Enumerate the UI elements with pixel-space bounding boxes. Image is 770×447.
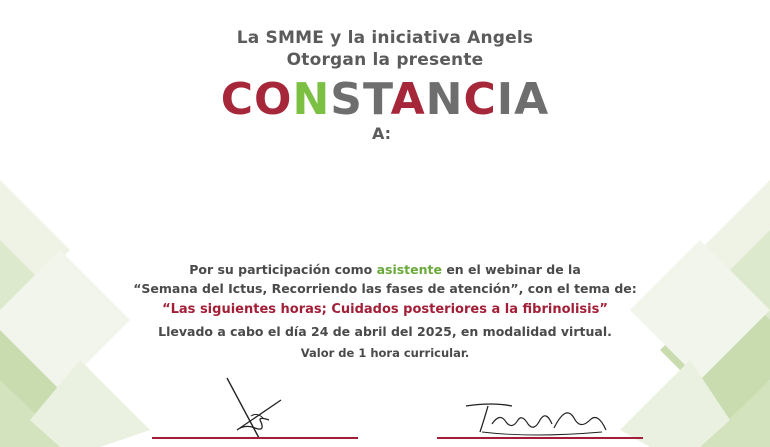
webinar-topic: “Las siguientes horas; Cuidados posteriores a la fibrinolisis” — [162, 302, 608, 317]
title-part: CO — [220, 74, 293, 125]
title-part: I — [496, 74, 515, 125]
event-date-line: Llevado a cabo el día 24 de abril del 2025, en modalidad virtual. — [158, 324, 612, 339]
body-line-2: “Semana del Ictus, Recorriendo las fases de atención”, con el tema de: — [133, 281, 637, 296]
title-part: N — [292, 74, 331, 125]
title-part: A — [390, 74, 426, 125]
certificate-title — [0, 74, 770, 126]
body-line-1 — [0, 262, 770, 277]
title-part: ST — [330, 74, 391, 125]
title-part: A — [514, 74, 550, 125]
title-part: C — [463, 74, 497, 125]
body-line-1-post: en el webinar de la — [441, 262, 581, 277]
body-line-1-pre: Por su participación como — [189, 262, 377, 277]
participant-role: asistente — [376, 262, 442, 277]
header-line-2: Otorgan la presente — [286, 50, 484, 70]
signature-line-right — [437, 437, 643, 439]
signature-line-left — [152, 437, 358, 439]
signature-left — [215, 372, 295, 442]
signature-right — [462, 398, 612, 440]
title-part: N — [425, 74, 464, 125]
recipient-label: A: — [372, 124, 392, 143]
curricular-value: Valor de 1 hora curricular. — [300, 346, 470, 360]
header-line-1: La SMME y la iniciativa Angels — [236, 28, 534, 48]
